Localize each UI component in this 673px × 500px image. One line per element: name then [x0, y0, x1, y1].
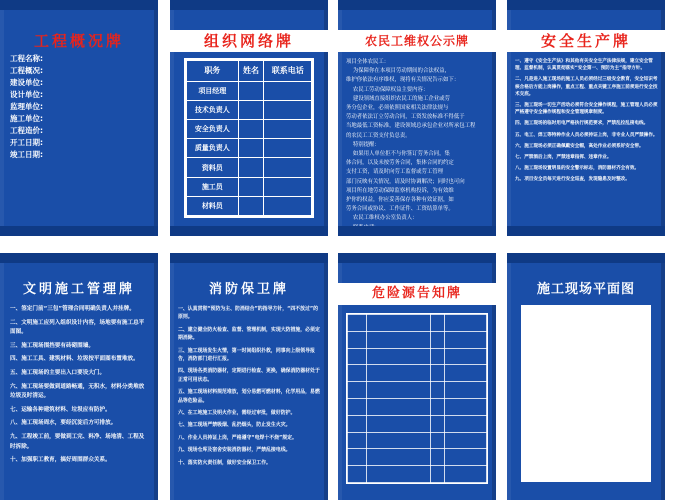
list-item: 三、施工现场一切生产活动必须符合安全操作规程，施工管理人员必须严格遵守安全操作规程和安全管理规章制度。 [515, 103, 658, 116]
board-civilized-construction [0, 253, 158, 500]
board-fire-security [170, 253, 328, 500]
table-row [187, 120, 312, 139]
list-item: 三、施工现场发生火情，第一时间组织扑救，同事向上级领导报告，消防部门进行汇报。 [178, 347, 315, 363]
list-item: 一、遵守《安全生产法》和其他有关安全生产法律法规，建立安全管理、监督机制，认真贯彻落实“安全第一、预防为主”指导方针。 [515, 59, 653, 72]
table-row [348, 348, 487, 365]
list-item: 三、施工现场围挡要有砖砌围墙。 [10, 342, 94, 349]
phone-cell [264, 81, 312, 100]
table-row [187, 158, 312, 177]
table-row [348, 315, 487, 332]
board-top-frame [338, 253, 496, 263]
overview-field: 工程造价: [10, 126, 43, 135]
name-cell [238, 120, 264, 139]
board-top-frame [507, 0, 665, 10]
table-row [187, 196, 312, 215]
civilized-rules [10, 305, 148, 486]
name-cell [238, 81, 264, 100]
name-cell [238, 196, 264, 215]
overview-fields [10, 54, 148, 222]
list-item: 六、施工现场要做到道路畅通，无积水，材料分类堆放垃圾及时清运。 [10, 383, 145, 400]
overview-field: 工程概况: [10, 66, 43, 75]
list-item: 六、施工现场必须正确佩戴安全帽，高处作业必须系好安全带。 [515, 143, 644, 149]
list-item: 十、落实防火责任制，做好安全保卫工作。 [178, 459, 271, 466]
list-item: 七、运输各种建筑材料、垃圾应有防护。 [10, 406, 111, 413]
board-bottom-frame [507, 226, 665, 236]
phone-cell [264, 120, 312, 139]
board-site-plan [507, 253, 665, 500]
table-row [348, 415, 487, 432]
list-item: 九、工程竣工前，要做到工完、料净、场地清、工程及时拆除。 [10, 433, 145, 450]
list-item: 一、签定门前“三包”管理合同明确负责人并挂牌。 [10, 306, 135, 312]
board-worker-rights [338, 0, 496, 236]
table-row [348, 432, 487, 449]
overview-field: 设计单位: [10, 90, 43, 99]
table-row [187, 139, 312, 158]
column-header: 职务 [187, 61, 239, 82]
table-row [348, 449, 487, 466]
table-row [187, 177, 312, 196]
board-title: 危险源告知牌 [338, 283, 496, 305]
list-item: 八、作业人员持证上岗，严格遵守“电焊十不烧”规定。 [178, 434, 297, 441]
board-bottom-frame [170, 226, 328, 236]
safety-rules [515, 58, 659, 222]
phone-cell [264, 177, 312, 196]
table-row [187, 81, 312, 100]
table-row [187, 100, 312, 119]
rights-notice-text: 项目全体农民工： 为保障你在本项目劳动期间的合法权益， 维护你依法有序维权，现将有关情况告示如下： 农民工劳动保障权益主要内容： 建设领域直接组织农民工的施工企业或劳 务分包企业，必须依照国家相关法律法规与 劳动者依法订立劳动合同，工资发放标准不得低于 当地最低工资标准，建设领域总承包企业对所承包工程 的农民工工资支付负总责。 特别提醒： 如果用人单位拒不与你签订劳务合同，集 体合同，以及未按劳务合同，集体合同的约定 支付工资，请及时向劳工监督或劳工管理 部门反映有关情况，请及时协调解决；同时也可向 项目所在地劳动保障监察机构投诉，为有效维 护你的权益，你应妥善保存各种有效证据，如 劳务合同或协议、工作证件、工资结算单等。 农民工维权办公室负责人： [346, 59, 476, 222]
column-header: 联系电话 [264, 61, 312, 82]
list-item: 四、施工工具、建筑材料、垃圾按平面图布置堆放。 [10, 356, 139, 363]
name-cell [238, 158, 264, 177]
name-cell [238, 139, 264, 158]
phone-cell [264, 158, 312, 177]
list-item: 五、电工、焊工等特种作业人员必须持证上岗，非专业人员严禁操作。 [515, 132, 658, 138]
list-item: 五、施工现场的主要出入口要设大门。 [10, 369, 106, 376]
board-bottom-frame [338, 226, 496, 236]
board-top-frame [0, 253, 158, 263]
name-cell [238, 177, 264, 196]
table-row [348, 331, 487, 348]
board-title: 农民工维权公示牌 [338, 30, 496, 52]
board-title: 施工现场平面图 [536, 282, 635, 297]
list-item: 九、现场仓库及宿舍安装消防器材，严禁乱接电线。 [178, 447, 291, 454]
board-bottom-frame [0, 226, 158, 236]
overview-field: 建设单位: [10, 78, 43, 87]
role-cell: 材料员 [187, 196, 239, 215]
table-row [348, 365, 487, 382]
board-title: 工程概况牌 [33, 32, 124, 50]
overview-field: 竣工日期: [10, 150, 43, 159]
hazard-table [346, 313, 488, 484]
list-item: 二、凡是进入施工现场的施工人员必须经过三级安全教育，安全知识考核合格后方能上岗操作，重点工程、重点关键工序施工前须进行安全技术交底。 [515, 77, 658, 97]
table-row [348, 398, 487, 415]
overview-field: 监理单位: [10, 102, 43, 111]
phone-cell [264, 100, 312, 119]
role-cell: 安全负责人 [187, 120, 239, 139]
list-item: 二、建立健全防火检查、监督、管理机制，实现大防措施，必须定期消除。 [178, 326, 320, 342]
board-title: 消防保卫牌 [208, 282, 289, 297]
board-top-frame [0, 0, 158, 10]
board-safety-production [507, 0, 665, 236]
board-title: 文明施工管理牌 [22, 282, 135, 297]
board-top-frame [507, 253, 665, 263]
list-item: 七、严禁酒后上岗，严禁违章指挥、违章作业。 [515, 155, 612, 161]
role-cell: 技术负责人 [187, 100, 239, 119]
column-header: 姓名 [238, 61, 264, 82]
board-top-frame [170, 0, 328, 10]
list-item: 五、施工现场材料规范堆放，划分易燃可燃材料，化学用品，易燃品等危险品。 [178, 389, 320, 404]
table-row [348, 382, 487, 399]
fire-rules [178, 305, 322, 486]
list-item: 一、认真贯彻“预防为主、防消结合”的指导方针，“四不放过”的原则。 [178, 306, 319, 321]
board-top-frame [170, 253, 328, 263]
name-cell [238, 100, 264, 119]
list-item: 二、文明施工应列入组织设计内容，场地要有施工总平面图。 [10, 319, 145, 336]
table-header-row [187, 61, 312, 82]
table-row [348, 466, 487, 483]
site-plan-area [521, 305, 651, 482]
list-item: 十、加强职工教育，搞好周围群众关系。 [10, 457, 111, 464]
board-top-frame [338, 0, 496, 10]
list-item: 八、施工现场周水，要经沉淀后方可排放。 [10, 420, 117, 427]
list-item: 四、施工现场的临时用电严格执行规范要求，严禁乱拉乱接电线。 [515, 121, 649, 127]
board-title: 组织网络牌 [170, 30, 328, 52]
list-item: 八、施工现场设置明显的安全警示标志，消防器材齐全有效。 [515, 166, 640, 172]
board-project-overview [0, 0, 158, 236]
role-cell: 质量负责人 [187, 139, 239, 158]
list-item: 四、现场各类消防器材，定期进行检查、更换，确保消防器材处于正常可用状态。 [178, 368, 320, 383]
list-item: 七、施工现场严禁吸烟、乱扔烟头，防止发生火灾。 [178, 422, 291, 429]
board-org-network [170, 0, 328, 236]
list-item: 九、项目安全员每天进行安全巡查，发现隐患及时整改。 [515, 177, 630, 183]
org-table [184, 58, 314, 218]
board-hazard-notice [338, 253, 496, 500]
role-cell: 项目经理 [187, 81, 239, 100]
list-item: 六、在工地施工及明火作业，需经过审批，做好防护。 [178, 410, 296, 417]
role-cell: 资料员 [187, 158, 239, 177]
board-title: 安全生产牌 [507, 30, 665, 52]
role-cell: 施工员 [187, 177, 239, 196]
overview-field: 工程名称: [10, 54, 43, 63]
phone-cell [264, 196, 312, 215]
overview-field: 施工单位: [10, 114, 43, 123]
overview-field: 开工日期: [10, 138, 43, 147]
phone-cell [264, 139, 312, 158]
